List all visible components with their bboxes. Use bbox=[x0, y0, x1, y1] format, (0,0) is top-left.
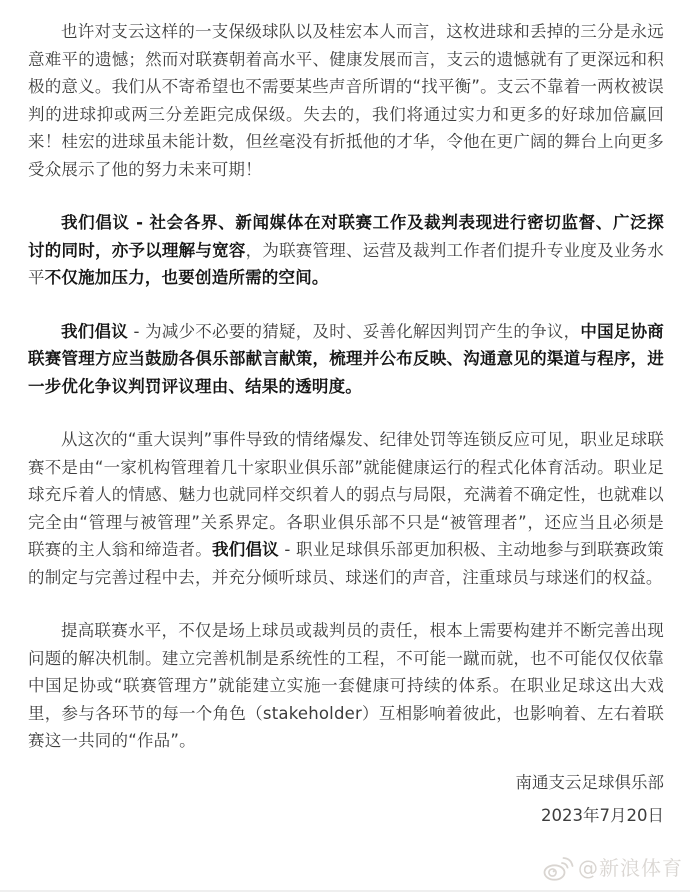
statement-paragraph-2: 我们倡议 - 社会各界、新闻媒体在对联赛工作及裁判表现进行密切监督、广泛探讨的同时，亦予以理解与宽容，为联赛管理、运营及裁判工作者们提升专业度及业务水平不仅施加压力，也要创造所需的空间。 bbox=[28, 213, 664, 287]
statement-paragraph-1: 也许对支云这样的一支保级球队以及桂宏本人而言，这枚进球和丢掉的三分是永远意难平的遗憾；然而对联赛朝着高水平、健康发展而言，支云的遗憾就有了更深远和积极的意义。我们从不寄希望也不需要某些声音所谓的“找平衡”。支云不靠着一两枚被误判的进球抑或两三分差距完成保级。失去的，我们将通过实力和更多的好球加倍赢回来！桂宏的进球虽未能计数，但丝毫没有折抵他的才华，令他在更广阔的舞台上向更多受众展示了他的努力未来可期！ bbox=[28, 22, 664, 179]
statement-paragraph-5: 提高联赛水平，不仅是场上球员或裁判员的责任，根本上需要构建并不断完善出现问题的解决机制。建立完善机制是系统性的工程，不可能一蹴而就，也不可能仅仅依靠中国足协或“联赛管理方”就能建立实施一套健康可持续的体系。在职业足球这出大戏里，参与各环节的每一个角色（stakeholder）互相影响着彼此，也影响着、左右着联赛这一共同的“作品”。 bbox=[28, 621, 664, 750]
signature: 南通支云足球俱乐部 bbox=[515, 772, 664, 792]
weibo-icon bbox=[542, 854, 574, 882]
watermark bbox=[542, 854, 683, 882]
date: 2023年7月20日 bbox=[541, 806, 664, 825]
statement-paragraph-3: 我们倡议 - 为减少不必要的猜疑，及时、妥善化解因判罚产生的争议，中国足协商联赛管理方应当鼓励各俱乐部献言献策，梳理并公布反映、沟通意见的渠道与程序，进一步优化争议判罚评议理由、结果的透明度。 bbox=[28, 321, 665, 396]
statement-paragraph-4: 从这次的“重大误判”事件导致的情绪爆发、纪律处罚等连锁反应可见，职业足球联赛不是由“一家机构管理着几十家职业俱乐部”就能健康运行的程式化体育活动。职业足球充斥着人的情感、魅力也就同样交织着人的弱点与局限，充满着不确定性，也就难以完全由“管理与被管理”关系界定。各职业俱乐部不只是“被管理者”，还应当且必须是联赛的主人翁和缔造者。我们倡议 - 职业足球俱乐部更加积极、主动地参与到联赛政策的制定与完善过程中去，并充分倾听球员、球迷们的声音，注重球员与球迷们的权益。 bbox=[28, 430, 664, 587]
watermark-handle: @新浪体育 bbox=[578, 856, 683, 880]
signature-block bbox=[28, 769, 664, 830]
